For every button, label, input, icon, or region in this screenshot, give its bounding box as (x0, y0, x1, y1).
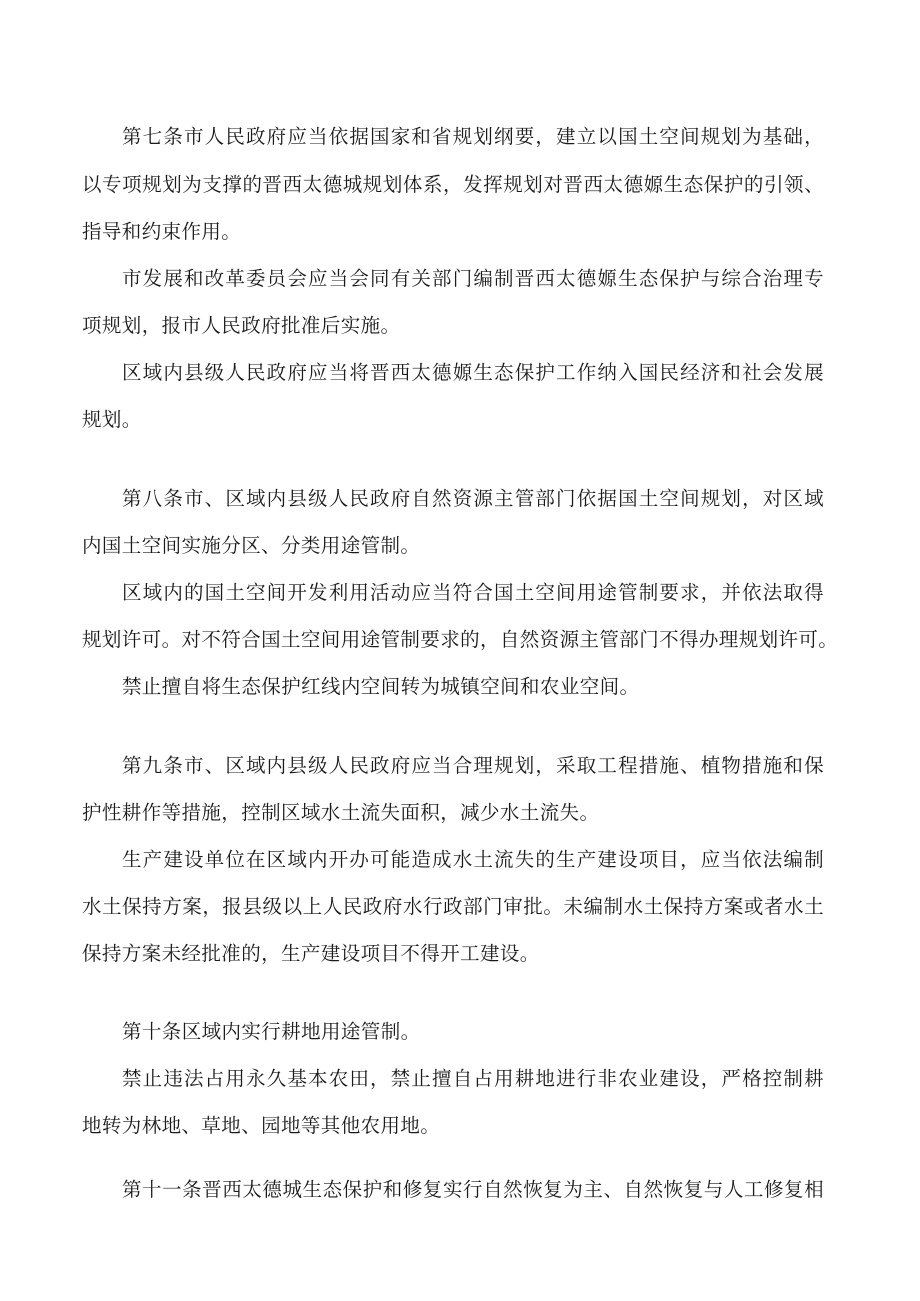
article-9-line-4: 水土保持方案，报县级以上人民政府水行政部门审批。未编制水土保持方案或者水土 (82, 895, 824, 918)
article-7-line-2: 以专项规划为支撑的晋西太德城规划体系，发挥规划对晋西太德嫄生态保护的引领、 (82, 173, 824, 196)
article-10-line-2: 禁止违法占用永久基本农田，禁止擅自占用耕地进行非农业建设，严格控制耕 (122, 1067, 824, 1090)
article-8-line-3: 区域内的国土空间开发利用活动应当符合国土空间用途管制要求，并依法取得 (122, 581, 824, 604)
article-7-line-6: 区域内县级人民政府应当将晋西太德嫄生态保护工作纳入国民经济和社会发展 (122, 361, 824, 384)
article-7-line-5: 项规划，报市人民政府批准后实施。 (82, 314, 401, 337)
article-10-line-3: 地转为林地、草地、园地等其他农用地。 (82, 1114, 441, 1137)
article-9-line-1: 第九条市、区域内县级人民政府应当合理规划，采取工程措施、植物措施和保 (122, 754, 824, 777)
article-8-line-1: 第八条市、区域内县级人民政府自然资源主管部门依据国土空间规划，对区域 (122, 487, 824, 510)
article-11-line-1: 第十一条晋西太德城生态保护和修复实行自然恢复为主、自然恢复与人工修复相 (122, 1178, 824, 1201)
article-9-line-2: 护性耕作等措施，控制区域水土流失面积，减少水土流失。 (82, 801, 600, 824)
article-8-line-4: 规划许可。对不符合国土空间用途管制要求的，自然资源主管部门不得办理规划许可。 (82, 628, 839, 651)
article-8-line-2: 内国土空间实施分区、分类用途管制。 (82, 534, 421, 557)
article-8-line-5: 禁止擅自将生态保护红线内空间转为城镇空间和农业空间。 (122, 675, 640, 698)
article-9-line-3: 生产建设单位在区域内开办可能造成水土流失的生产建设项目，应当依法编制 (122, 848, 824, 871)
article-7-line-1: 第七条市人民政府应当依据国家和省规划纲要，建立以国土空间规划为基础， (122, 125, 824, 148)
article-9-line-5: 保持方案未经批准的，生产建设项目不得开工建设。 (82, 942, 540, 965)
article-7-line-3: 指导和约束作用。 (82, 220, 242, 243)
article-10-line-1: 第十条区域内实行耕地用途管制。 (122, 1020, 421, 1043)
article-7-line-7: 规划。 (82, 408, 142, 431)
article-7-line-4: 市发展和改革委员会应当会同有关部门编制晋西太德嫄生态保护与综合治理专 (122, 267, 824, 290)
